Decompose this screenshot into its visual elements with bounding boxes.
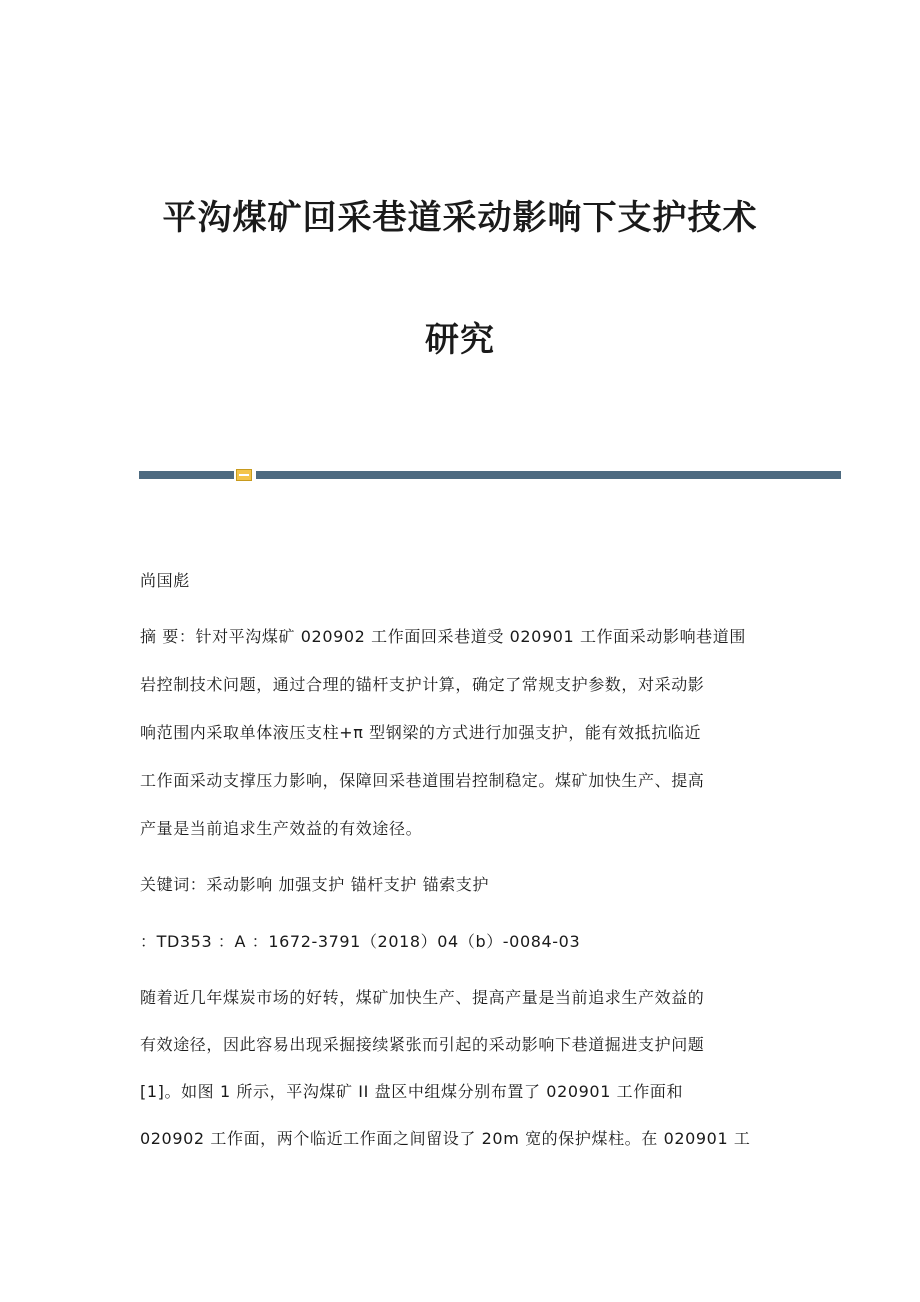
abstract-line: 岩控制技术问题，通过合理的锚杆支护计算，确定了常规支护参数，对采动影 — [140, 675, 705, 694]
body-line: [1]。如图 1 所示，平沟煤矿 II 盘区中组煤分别布置了 020901 工作面和 — [140, 1082, 684, 1101]
keywords: 关键词：采动影响 加强支护 锚杆支护 锚索支护 — [140, 875, 490, 894]
divider-ornament-icon — [236, 469, 252, 481]
abstract-line: 工作面采动支撑压力影响，保障回采巷道围岩控制稳定。煤矿加快生产、提高 — [140, 771, 705, 790]
abstract-line: 响范围内采取单体液压支柱+π 型钢梁的方式进行加强支护，能有效抵抗临近 — [140, 723, 702, 742]
abstract-line: 产量是当前追求生产效益的有效途径。 — [140, 819, 423, 838]
title-divider-right — [256, 471, 841, 479]
author-name: 尚国彪 — [140, 571, 190, 590]
body-line: 020902 工作面，两个临近工作面之间留设了 20m 宽的保护煤柱。在 020901 工 — [140, 1129, 751, 1148]
paper-title-line-2: 研究 — [425, 320, 495, 360]
title-divider-left — [139, 471, 234, 479]
abstract-line: 摘 要：针对平沟煤矿 020902 工作面回采巷道受 020901 工作面采动影响巷道围 — [140, 627, 746, 646]
classification-info: ：TD353 ：A ：1672-3791（2018）04（b）-0084-03 — [140, 932, 581, 951]
paper-title-line-1: 平沟煤矿回采巷道采动影响下支护技术 — [162, 198, 758, 238]
body-line: 随着近几年煤炭市场的好转，煤矿加快生产、提高产量是当前追求生产效益的 — [140, 988, 705, 1007]
body-line: 有效途径，因此容易出现采掘接续紧张而引起的采动影响下巷道掘进支护问题 — [140, 1035, 705, 1054]
